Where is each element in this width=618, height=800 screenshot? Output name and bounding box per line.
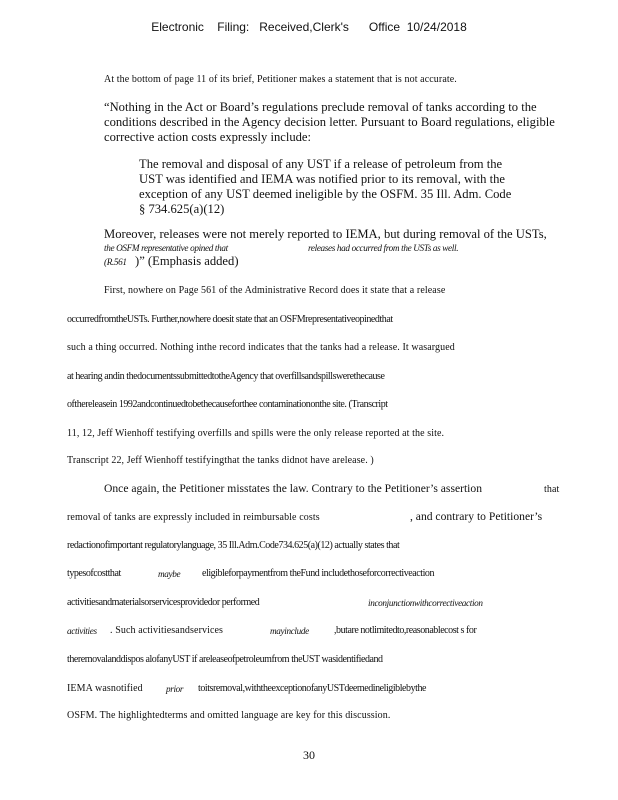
para1-line-5: ofthereleasein 1992andcontinuedtobethecausefortheе contaminationonthe site. (Transcript (67, 399, 388, 410)
para2-line-8b: prior (166, 684, 184, 694)
para2-line-3: redactionofimportant regulatorylanguage, 35 Ill.Adm.Code734.625(a)(12) actually states that (67, 540, 400, 551)
para1-line-1: First, nowhere on Page 561 of the Administrative Record does it state that a release (104, 285, 446, 296)
quote-line-3: corrective action costs expressly include: (104, 130, 312, 144)
para2-line-6b: . Such activitiesandservices (110, 625, 224, 636)
para2-line-6a: activities (67, 626, 97, 636)
quote-moreover-line-2a: the OSFM representative opined that (104, 243, 228, 253)
quote-line-2: conditions described in the Agency decision letter. Pursuant to Board regulations, eligible (104, 115, 555, 129)
quote-moreover-line-2b: releases had occurred from the USTs as well. (308, 243, 459, 253)
para2-line-6d: ,butare notlimitedto,reasonablecost s for (334, 625, 477, 636)
para2-line-8a: IEMA wasnotified (67, 683, 143, 694)
para2-line-1b: that (544, 484, 560, 495)
para2-line-2a: removal of tanks are expressly included in reimbursable costs (67, 512, 320, 523)
para2-line-8c: toitsremoval,withtheexceptionofanyUSTdeemedineligiblebythe (198, 683, 426, 694)
intro-line: At the bottom of page 11 of its brief, Petitioner makes a statement that is not accurate. (104, 74, 457, 85)
para1-line-4: at hearing andin thedocumentssubmittedtotheAgency that overfillsandspillswerethecause (67, 371, 385, 382)
para2-line-6c: mayinclude (270, 626, 309, 636)
para1-line-3: such a thing occurred. Nothing inthe record indicates that the tanks had a release. It wasargued (67, 342, 455, 353)
para2-line-2b: , and contrary to Petitioner’s (410, 510, 543, 523)
quote-block-line-3: exception of any UST deemed ineligible by the OSFM. 35 Ill. Adm. Code (139, 187, 512, 201)
para2-line-5b: inconjunctionwithcorrectiveaction (368, 598, 483, 608)
quote-block-line-2: UST was identified and IEMA was notified prior to its removal, with the (139, 172, 505, 186)
quote-line-1: “Nothing in the Act or Board’s regulations preclude removal of tanks according to the (104, 100, 537, 114)
para2-line-5a: activitiesandmaterialsorservicesprovidedor performed (67, 597, 260, 608)
para2-line-4a: typesofcostthat (67, 568, 121, 579)
quote-block-line-4: § 734.625(a)(12) (139, 202, 225, 216)
page-number: 30 (303, 748, 315, 762)
para2-line-4c: eligibleforpaymentfrom theFund includethoseforcorrectiveaction (202, 568, 435, 579)
para2-line-7: theremovalanddispos alofanyUST if areleaseofpetroleumfrom theUST wasidentifiedand (67, 654, 383, 665)
para1-line-2: occurredfromtheUSTs. Further,nowhere doesit state that an OSFMrepresentativeopinedthat (67, 314, 393, 325)
para1-line-6: 11, 12, Jeff Wienhoff testifying overfills and spills were the only release reported at the site. (67, 428, 445, 439)
para2-line-1a: Once again, the Petitioner misstates the law. Contrary to the Petitioner’s assertion (104, 482, 482, 495)
para2-line-4b: maybe (158, 569, 181, 579)
para2-line-9: OSFM. The highlightedterms and omitted language are key for this discussion. (67, 710, 391, 721)
para1-line-7: Transcript 22, Jeff Wienhoff testifyingthat the tanks didnot have arelease. ) (67, 455, 374, 466)
quote-moreover-line-1: Moreover, releases were not merely reported to IEMA, but during removal of the USTs, (104, 227, 547, 241)
filing-stamp-header: Electronic Filing: Received,Clerk's Office 10/24/2018 (151, 20, 467, 34)
quote-emphasis-added: )” (Emphasis added) (135, 254, 239, 268)
quote-block-line-1: The removal and disposal of any UST if a release of petroleum from the (139, 157, 503, 171)
quote-citation: (R.561 (104, 257, 127, 267)
